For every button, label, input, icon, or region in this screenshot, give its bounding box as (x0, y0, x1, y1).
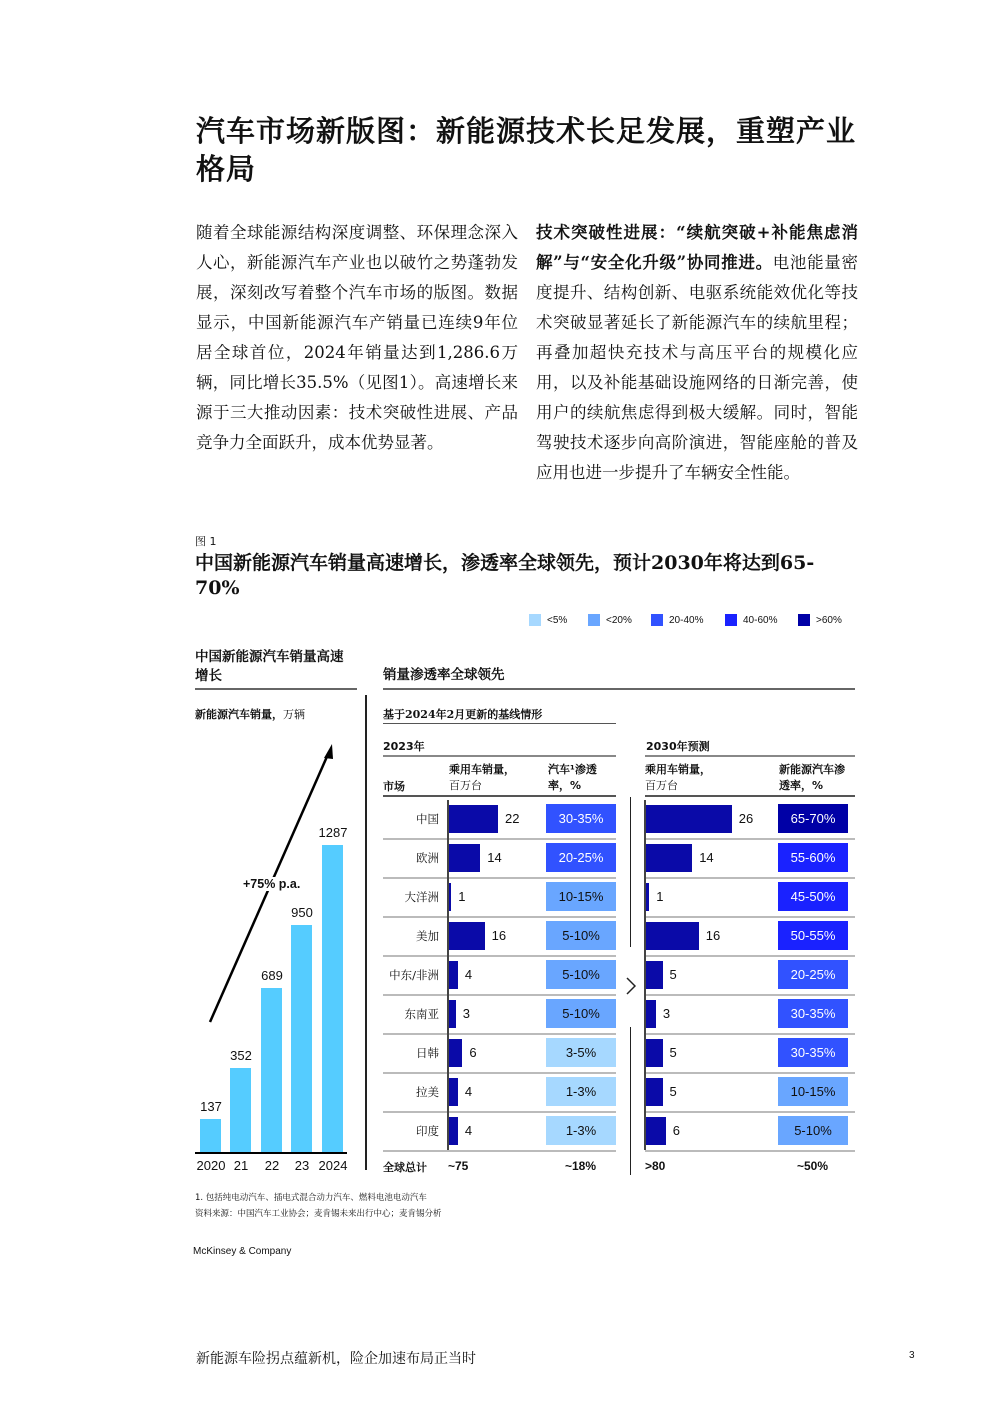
sales-2030-bar (646, 844, 692, 872)
sales-2023-value: 16 (491, 928, 507, 943)
sales-2030-bar (646, 1000, 656, 1028)
tech-paragraph-body: 电池能量密度提升、结构创新、电驱系统能效优化等技术突破显著延长了新能源汽车的续航里程；再叠加超快充技术与高压平台的规模化应用，以及补能基础设施网络的日渐完善，使用户的续航焦虑得到极大缓解。同时，智能驾驶技术逐步向高阶演进，智能座舱的普及应用也进一步提升了车辆安全性能。 (536, 253, 858, 482)
row-divider (383, 1111, 616, 1113)
divider (630, 1027, 631, 1175)
sales-2023-bar (449, 922, 485, 950)
row-divider (383, 1072, 616, 1074)
market-label: 拉美 (416, 1085, 439, 1099)
sales-2023-value: 6 (469, 1045, 477, 1060)
sales-2023-value: 4 (464, 1123, 473, 1138)
penetration-2030: 55-60% (778, 843, 848, 872)
penetration-2030: 65-70% (778, 804, 848, 833)
legend-swatch (651, 614, 663, 626)
divider (383, 755, 616, 757)
row-divider (645, 916, 855, 918)
legend-swatch (725, 614, 737, 626)
x-tick-label: 2020 (196, 1158, 226, 1173)
penetration-2030: 30-35% (778, 1038, 848, 1067)
bar-value-label: 950 (291, 905, 313, 921)
divider (630, 797, 631, 947)
penetration-2030: 20-25% (778, 960, 848, 989)
right-heading: 销量渗透率全球领先 (383, 667, 505, 683)
divider (383, 795, 616, 797)
header-sales-2030-unit: 百万台 (645, 779, 678, 792)
divider (645, 755, 855, 757)
bar-value-label: 137 (200, 1099, 222, 1115)
footnote: 1. 包括纯电动汽车、插电式混合动力汽车、燃料电池电动汽车 (195, 1193, 427, 1203)
penetration-2023: 5-10% (546, 960, 616, 989)
market-label: 日韩 (416, 1046, 439, 1060)
sales-2023-bar (449, 844, 480, 872)
row-divider (645, 1111, 855, 1113)
row-divider (645, 877, 855, 879)
market-label: 东南亚 (404, 1007, 439, 1021)
sales-2030-value: 6 (672, 1123, 681, 1138)
sales-2030-value: 5 (669, 1084, 677, 1099)
x-axis (195, 1152, 347, 1154)
penetration-2023: 3-5% (546, 1038, 616, 1067)
total-sales-2030: >80 (645, 1159, 666, 1173)
x-tick-label: 23 (294, 1158, 310, 1173)
penetration-2023: 10-15% (546, 882, 616, 911)
sales-2030-value: 16 (705, 928, 721, 943)
sales-bar (230, 1068, 251, 1152)
legend-item (529, 614, 567, 626)
legend-item (651, 614, 703, 626)
left-heading: 中国新能源汽车销量高速增长 (195, 649, 344, 684)
bar-value-label: 1287 (318, 825, 348, 840)
row-divider (383, 916, 616, 918)
sales-2030-bar (646, 922, 699, 950)
legend-swatch (798, 614, 810, 626)
sales-2030-bar (646, 805, 732, 833)
sales-2023-bar (449, 961, 458, 989)
figure-title: 中国新能源汽车销量高速增长，渗透率全球领先，预计2030年将达到65-70% (195, 552, 815, 599)
tech-paragraph (536, 218, 858, 488)
total-sales-2023: ~75 (448, 1159, 469, 1173)
x-tick-label: 2024 (318, 1158, 348, 1173)
sales-2023-value: 14 (487, 850, 502, 865)
row-divider (645, 994, 855, 996)
row-divider (645, 955, 855, 957)
axis-2030 (644, 800, 646, 1150)
penetration-2030: 45-50% (778, 882, 848, 911)
bar-value-label: 689 (261, 967, 283, 983)
divider (383, 723, 616, 724)
sales-2030-value: 5 (669, 967, 677, 982)
sales-2023-value: 4 (464, 967, 473, 982)
row-divider (383, 838, 616, 840)
row-divider (645, 1150, 855, 1152)
row-divider (645, 1072, 855, 1074)
legend-swatch (529, 614, 541, 626)
section-2023: 2023年 (383, 740, 425, 753)
growth-annotation: +75% p.a. (243, 877, 301, 891)
page-number: 3 (909, 1350, 915, 1361)
left-subtitle-label: 新能源汽车销量， (195, 708, 283, 721)
x-tick-label: 21 (233, 1158, 249, 1173)
total-pen-2030: ~50% (797, 1159, 829, 1173)
row-divider (383, 1033, 616, 1035)
legend-label: <20% (606, 614, 632, 626)
sales-2030-value: 1 (656, 889, 664, 904)
penetration-2030: 10-15% (778, 1077, 848, 1106)
total-label: 全球总计 (383, 1161, 427, 1174)
axis-2023 (447, 800, 449, 1150)
brand-logo: McKinsey & Company (193, 1246, 292, 1257)
legend-label: 40-60% (743, 614, 778, 626)
sales-2023-value: 1 (458, 889, 466, 904)
left-subtitle-unit: 万辆 (283, 708, 305, 721)
page-title: 汽车市场新版图：新能源技术长足发展，重塑产业格局 (196, 114, 857, 186)
sales-2030-bar (646, 883, 649, 911)
market-label: 美加 (416, 929, 439, 943)
legend-item (725, 614, 777, 626)
scenario-label: 基于2024年2月更新的基线情形 (383, 708, 543, 721)
header-sales-2023-unit: 百万台 (449, 779, 482, 792)
divider (645, 795, 855, 797)
sales-2030-bar (646, 1078, 663, 1106)
sales-2030-value: 26 (738, 811, 754, 826)
sales-2023-value: 22 (505, 811, 520, 826)
bar-value-label: 352 (230, 1048, 252, 1064)
row-divider (383, 877, 616, 879)
market-label: 中东/非洲 (389, 968, 439, 982)
tech-paragraph-lead: 技术突破性进展：“续航突破+补能焦虑消解”与“安全化升级”协同推进。 (536, 223, 858, 272)
legend-item (588, 614, 632, 626)
divider (383, 688, 855, 690)
sales-2030-value: 14 (699, 850, 714, 865)
divider (195, 688, 357, 690)
penetration-2030: 5-10% (778, 1116, 848, 1145)
penetration-2023: 20-25% (546, 843, 616, 872)
sales-2030-bar (646, 1039, 663, 1067)
sales-2023-bar (449, 805, 498, 833)
legend-label: >60% (816, 614, 842, 626)
legend-swatch (588, 614, 600, 626)
sales-2023-bar (449, 883, 451, 911)
chevron-right-icon (625, 976, 637, 996)
legend-label: 20-40% (669, 614, 704, 626)
total-pen-2023: ~18% (565, 1159, 597, 1173)
sales-2030-bar (646, 961, 663, 989)
sales-2023-value: 4 (464, 1084, 473, 1099)
sales-2030-bar (646, 1117, 666, 1145)
sales-2023-bar (449, 1039, 462, 1067)
intro-paragraph: 随着全球能源结构深度调整、环保理念深入人心，新能源汽车产业也以破竹之势蓬勃发展，深刻改写着整个汽车市场的版图。数据显示，中国新能源汽车产销量已连续9年位居全球首位，2024年销量达到1,286.6万辆，同比增长35.5%（见图1）。高速增长来源于三大推动因素：技术突破性进展、产品竞争力全面跃升，成本优势显著。 (196, 223, 518, 452)
header-sales-2023 (449, 762, 515, 794)
header-sales-2030-label: 乘用车销量， (645, 763, 711, 776)
row-divider (383, 955, 616, 957)
market-label: 中国 (416, 812, 439, 826)
sales-2030-value: 5 (669, 1045, 677, 1060)
divider (365, 695, 367, 1170)
legend-item (798, 614, 842, 626)
header-sales-2030 (645, 762, 711, 794)
penetration-2023: 5-10% (546, 921, 616, 950)
sales-2023-bar (449, 1000, 456, 1028)
row-divider (645, 838, 855, 840)
x-tick-label: 22 (264, 1158, 280, 1173)
sales-2030-value: 3 (662, 1006, 671, 1021)
row-divider (383, 1150, 616, 1152)
header-sales-2023-label: 乘用车销量， (449, 763, 515, 776)
header-pen-2030: 新能源汽车渗透率，% (779, 763, 845, 792)
left-subtitle (195, 706, 305, 722)
source-note: 资料来源：中国汽车工业协会；麦肯锡未来出行中心；麦肯锡分析 (195, 1209, 442, 1219)
page-footer: 新能源车险拐点蕴新机，险企加速布局正当时 (196, 1351, 476, 1367)
market-label: 印度 (416, 1124, 439, 1138)
row-divider (645, 1033, 855, 1035)
section-2030: 2030年预测 (646, 740, 710, 753)
penetration-2023: 5-10% (546, 999, 616, 1028)
penetration-2023: 1-3% (546, 1116, 616, 1145)
figure-label: 图 1 (195, 535, 217, 548)
header-pen-2023: 汽车¹渗透率，% (548, 763, 597, 792)
row-divider (383, 994, 616, 996)
penetration-2030: 30-35% (778, 999, 848, 1028)
header-market: 市场 (383, 780, 405, 793)
sales-2023-value: 3 (462, 1006, 470, 1021)
legend-label: <5% (547, 614, 568, 626)
market-label: 大洋洲 (404, 890, 439, 904)
penetration-2023: 30-35% (546, 804, 616, 833)
sales-bar (200, 1119, 221, 1152)
sales-2023-bar (449, 1078, 458, 1106)
sales-2023-bar (449, 1117, 458, 1145)
market-label: 欧洲 (416, 851, 439, 865)
penetration-2023: 1-3% (546, 1077, 616, 1106)
penetration-2030: 50-55% (778, 921, 848, 950)
